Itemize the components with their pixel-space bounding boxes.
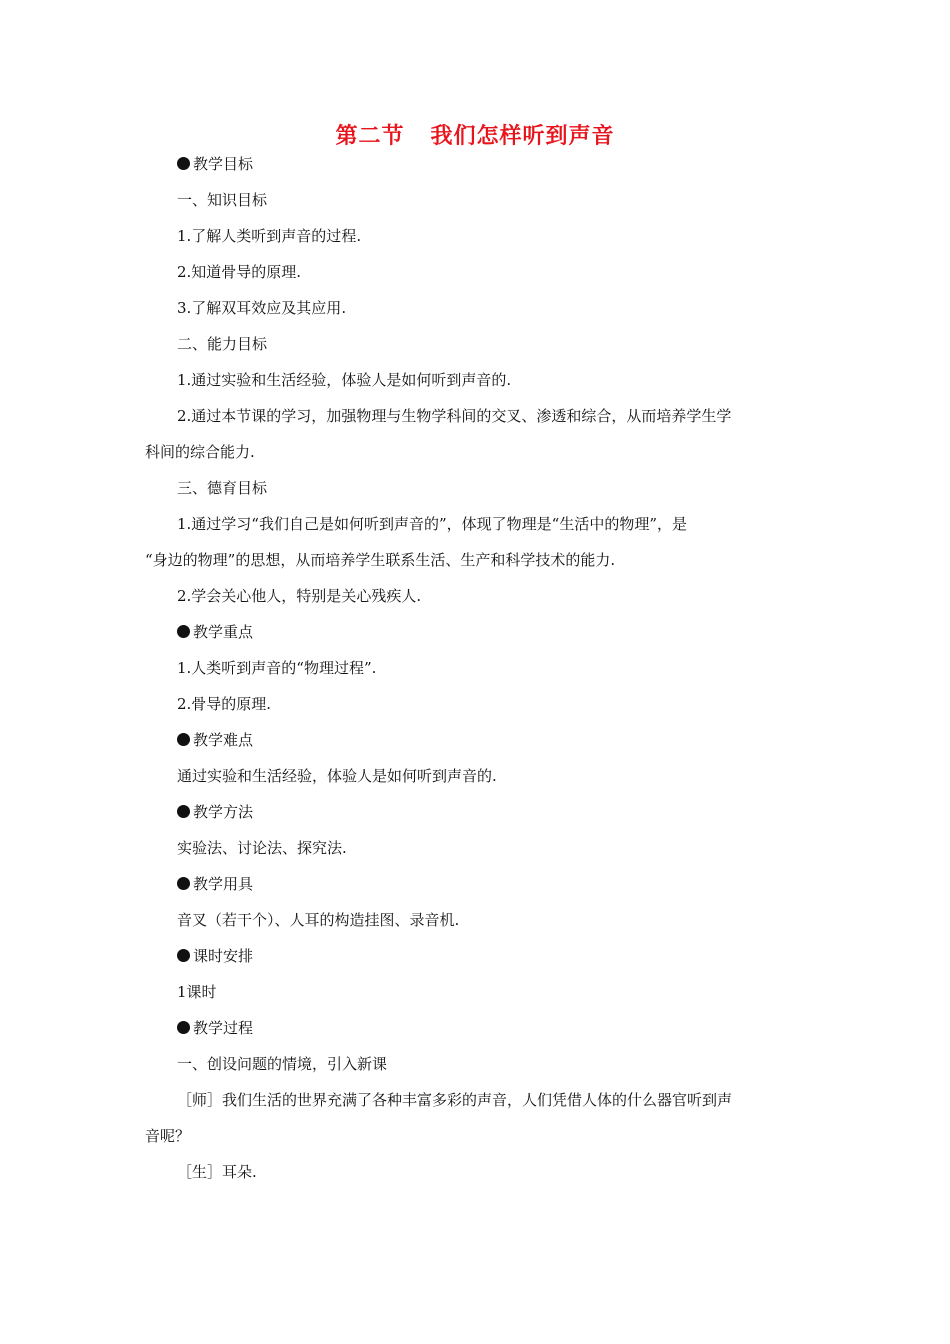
ability-heading: 二、能力目标 <box>177 335 268 353</box>
difficulty-heading: 教学难点 <box>145 722 810 758</box>
ability-item-continued: 科间的综合能力. <box>145 443 255 461</box>
dialogue-teacher-continued: 音呢？ <box>145 1127 191 1145</box>
method-text: 实验法、讨论法、探究法. <box>177 839 347 857</box>
schedule-heading: 课时安排 <box>145 938 810 974</box>
bullet-dot-icon <box>177 805 190 818</box>
ability-item: 1.通过实验和生活经验，体验人是如何听到声音的. <box>177 371 512 389</box>
tools-text: 音叉（若干个）、人耳的构造挂图、录音机. <box>177 911 460 929</box>
ability-item: 2.通过本节课的学习，加强物理与生物学科间的交叉、渗透和综合，从而培养学生学 <box>177 407 732 425</box>
moral-item-continued: “身边的物理”的思想，从而培养学生联系生活、生产和科学技术的能力. <box>145 551 616 569</box>
key-item: 1.人类听到声音的“物理过程”. <box>177 659 377 677</box>
difficulty-text: 通过实验和生活经验，体验人是如何听到声音的. <box>177 767 497 785</box>
bullet-dot-icon <box>177 949 190 962</box>
knowledge-item: 3.了解双耳效应及其应用. <box>177 299 347 317</box>
dialogue-teacher: ［师］我们生活的世界充满了各种丰富多彩的声音，人们凭借人体的什么器官听到声 <box>177 1091 733 1109</box>
dialogue-student: ［生］耳朵. <box>177 1163 257 1181</box>
bullet-dot-icon <box>177 625 190 638</box>
title-section-number: 第二节 <box>335 123 405 149</box>
document-body <box>145 146 810 1190</box>
moral-item: 2.学会关心他人，特别是关心残疾人. <box>177 587 422 605</box>
schedule-text: 1课时 <box>177 983 217 1001</box>
moral-heading: 三、德育目标 <box>177 479 268 497</box>
bullet-dot-icon <box>177 157 190 170</box>
title-text: 我们怎样听到声音 <box>430 123 615 149</box>
knowledge-item: 1.了解人类听到声音的过程. <box>177 227 362 245</box>
moral-item: 1.通过学习“我们自己是如何听到声音的”，体现了物理是“生活中的物理”，是 <box>177 515 687 533</box>
method-heading: 教学方法 <box>145 794 810 830</box>
knowledge-heading: 一、知识目标 <box>177 191 268 209</box>
key-heading: 教学重点 <box>145 614 810 650</box>
process-subheading: 一、创设问题的情境，引入新课 <box>177 1055 388 1073</box>
key-item: 2.骨导的原理. <box>177 695 272 713</box>
process-heading: 教学过程 <box>145 1010 810 1046</box>
bullet-dot-icon <box>177 1021 190 1034</box>
goals-heading: 教学目标 <box>145 146 810 182</box>
bullet-dot-icon <box>177 733 190 746</box>
bullet-dot-icon <box>177 877 190 890</box>
knowledge-item: 2.知道骨导的原理. <box>177 263 302 281</box>
tools-heading: 教学用具 <box>145 866 810 902</box>
